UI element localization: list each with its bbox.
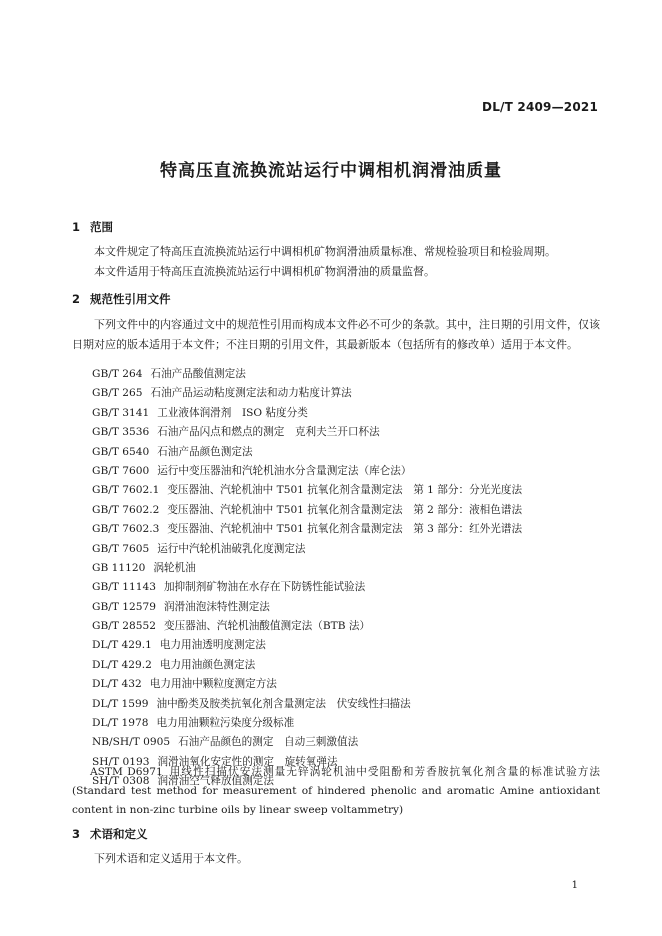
terms-paragraph: 下列术语和定义适用于本文件。 [94, 852, 248, 865]
reference-title: 电力用油透明度测定法 [159, 639, 266, 652]
reference-title: 变压器油、汽轮机油中 T501 抗氧化剂含量测定法 第 3 部分：红外光谱法 [167, 523, 523, 536]
section-number: 2 [72, 292, 81, 306]
reference-title: 变压器油、汽轮机油中 T501 抗氧化剂含量测定法 第 1 部分：分光光度法 [167, 484, 523, 497]
reference-title: 石油产品颜色的测定 自动三刺激值法 [178, 736, 359, 749]
reference-code: GB 11120 [92, 561, 146, 574]
reference-code: DL/T 429.2 [92, 658, 152, 671]
reference-item [92, 423, 600, 442]
section-2-heading [72, 291, 171, 307]
document-title: 特高压直流换流站运行中调相机润滑油质量 [160, 161, 502, 181]
section-title: 规范性引用文件 [90, 292, 171, 306]
reference-title: 油中酚类及胺类抗氧化剂含量测定法 伏安线性扫描法 [156, 697, 411, 710]
reference-item [92, 675, 600, 694]
reference-code: GB/T 7602.1 [92, 484, 160, 497]
section-1-heading [72, 219, 113, 235]
reference-item [92, 443, 600, 462]
reference-item [92, 481, 600, 500]
reference-item [92, 656, 600, 675]
reference-title: 石油产品颜色测定法 [157, 445, 253, 458]
reference-title: 石油产品运动粘度测定法和动力粘度计算法 [150, 387, 352, 400]
section-title: 术语和定义 [90, 827, 148, 841]
reference-code: GB/T 6540 [92, 445, 150, 458]
reference-title: 润滑油泡沫特性测定法 [163, 600, 270, 613]
reference-item [92, 714, 600, 733]
reference-code: DL/T 1599 [92, 697, 149, 710]
scope-paragraph-2: 本文件适用于特高压直流换流站运行中调相机矿物润滑油的质量监督。 [94, 265, 435, 278]
reference-code: GB/T 3536 [92, 426, 150, 439]
reference-list [92, 365, 600, 792]
reference-item [92, 617, 600, 636]
reference-code: SH/T 0193 [92, 755, 150, 768]
reference-item [92, 384, 600, 403]
reference-title: 运行中变压器油和汽轮机油水分含量测定法（库仑法） [157, 464, 412, 477]
reference-title: 石油产品闪点和燃点的测定 克利夫兰开口杯法 [157, 426, 380, 439]
reference-code: DL/T 432 [92, 678, 142, 691]
astm-reference [72, 763, 600, 820]
reference-code: GB/T 7602.2 [92, 503, 160, 516]
reference-code: GB/T 265 [92, 387, 143, 400]
reference-code: GB/T 264 [92, 368, 143, 380]
reference-title: 电力用油颗粒污染度分级标准 [156, 717, 295, 730]
reference-title: 石油产品酸值测定法 [150, 368, 246, 380]
reference-item [92, 520, 600, 539]
standard-code: DL/T 2409—2021 [482, 100, 598, 114]
reference-title: 润滑油氧化安定性的测定 旋转氧弹法 [157, 755, 338, 768]
reference-code: GB/T 7600 [92, 464, 150, 477]
reference-title: 运行中汽轮机油破乳化度测定法 [157, 542, 306, 555]
reference-code: DL/T 429.1 [92, 639, 152, 652]
section-3-heading [72, 826, 148, 842]
section-number: 1 [72, 220, 81, 234]
reference-title: 工业液体润滑剂 ISO 粘度分类 [157, 406, 308, 419]
section-number: 3 [72, 827, 81, 841]
section-title: 范围 [90, 220, 113, 234]
reference-title: 变压器油、汽轮机油中 T501 抗氧化剂含量测定法 第 2 部分：液相色谱法 [167, 503, 523, 516]
reference-code: DL/T 1978 [92, 717, 149, 730]
reference-title: 润滑油空气释放值测定法 [157, 775, 274, 788]
reference-title: 涡轮机油 [153, 561, 196, 574]
reference-code: GB/T 3141 [92, 406, 150, 419]
reference-title: 用线性扫描伏安法测量无锌涡轮机油中受阻酚和芳香胺抗氧化剂含量的标准试验方法 (Standard test method for measurement of hindered phenolic and aromatic Amine antioxidant content in non-zinc turbine oils by linear sweep voltammetry) [72, 766, 600, 816]
reference-item [92, 598, 600, 617]
reference-item [92, 404, 600, 423]
reference-item [92, 733, 600, 752]
reference-item [92, 540, 600, 559]
reference-code: SH/T 0308 [92, 775, 150, 788]
reference-code: GB/T 12579 [92, 600, 156, 613]
reference-item [92, 462, 600, 481]
reference-code: GB/T 7602.3 [92, 523, 160, 536]
reference-item [92, 365, 600, 384]
reference-code: GB/T 28552 [92, 620, 156, 633]
reference-code: ASTM D6971 [90, 766, 163, 778]
reference-item [92, 695, 600, 714]
reference-code: GB/T 7605 [92, 542, 150, 555]
page-number: 1 [571, 880, 578, 891]
reference-item [92, 636, 600, 655]
reference-title: 变压器油、汽轮机油酸值测定法（BTB 法） [163, 620, 371, 633]
references-intro: 下列文件中的内容通过文中的规范性引用而构成本文件必不可少的条款。其中，注日期的引用文件，仅该日期对应的版本适用于本文件；不注日期的引用文件，其最新版本（包括所有的修改单）适用于本文件。 [72, 318, 600, 351]
reference-code: NB/SH/T 0905 [92, 736, 171, 749]
scope-paragraph-1: 本文件规定了特高压直流换流站运行中调相机矿物润滑油质量标准、常规检验项目和检验周期。 [94, 245, 556, 258]
reference-title: 加抑制剂矿物油在水存在下防锈性能试验法 [163, 581, 366, 594]
reference-code: GB/T 11143 [92, 581, 156, 594]
reference-title: 电力用油中颗粒度测定方法 [149, 678, 277, 691]
reference-item [92, 559, 600, 578]
reference-item [92, 578, 600, 597]
reference-item [92, 501, 600, 520]
reference-title: 电力用油颜色测定法 [159, 658, 256, 671]
